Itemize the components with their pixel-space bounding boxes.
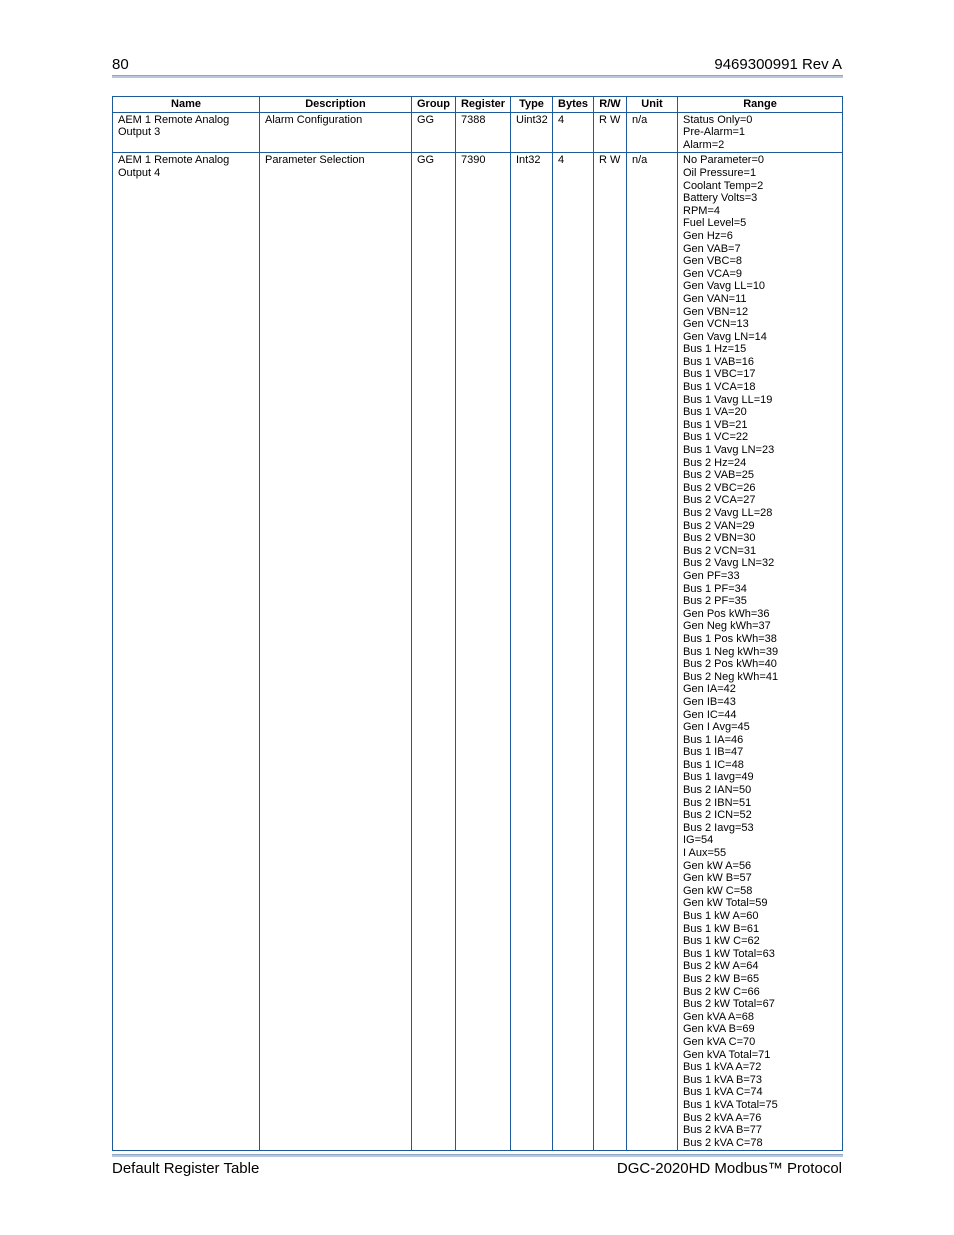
range-value: Bus 1 IB=47 <box>683 746 744 759</box>
cell-type: Int32 <box>511 153 553 1151</box>
page-footer <box>112 1160 842 1178</box>
cell-description: Alarm Configuration <box>260 112 412 153</box>
cell-rw: R W <box>594 153 627 1151</box>
range-value: Gen IA=42 <box>683 683 736 696</box>
column-header-type: Type <box>511 97 553 113</box>
range-value: Gen IB=43 <box>683 695 736 708</box>
range-value: Pre-Alarm=1 <box>683 126 746 139</box>
range-value: Gen Vavg LL=10 <box>683 280 766 293</box>
range-value: Bus 1 VCA=18 <box>683 381 756 394</box>
range-value: Bus 1 VA=20 <box>683 406 747 419</box>
range-value: Bus 2 Hz=24 <box>683 456 747 469</box>
range-value: Bus 2 VBN=30 <box>683 532 756 545</box>
range-value: Bus 2 kW B=65 <box>683 972 760 985</box>
range-value: Bus 2 VCN=31 <box>683 544 757 557</box>
table-row <box>113 153 843 1151</box>
cell-rw: R W <box>594 112 627 153</box>
page-header <box>112 56 842 74</box>
range-value: Bus 1 kW A=60 <box>683 910 759 922</box>
range-value: Gen kVA A=68 <box>683 1010 755 1023</box>
footer-product-title: DGC-2020HD Modbus™ Protocol <box>616 1160 842 1177</box>
range-value: Bus 1 VBC=17 <box>683 368 756 381</box>
cell-description: Parameter Selection <box>260 153 412 1151</box>
range-value: Bus 1 kVA Total=75 <box>683 1098 778 1111</box>
range-value: Gen PF=33 <box>683 569 740 582</box>
range-value: Bus 2 kW C=66 <box>683 985 760 998</box>
range-value: Gen VBC=8 <box>683 255 743 268</box>
range-value: Gen VCN=13 <box>683 318 749 331</box>
cell-group: GG <box>412 153 456 1151</box>
document-number: 9469300991 Rev A <box>714 56 842 73</box>
cell-type: Uint32 <box>511 112 553 153</box>
name-line: AEM 1 Remote Analog <box>118 154 230 167</box>
range-value: Coolant Temp=2 <box>683 179 764 192</box>
range-value: Bus 2 IBN=51 <box>683 796 752 809</box>
name-line: AEM 1 Remote Analog <box>118 113 230 126</box>
range-value: I Aux=55 <box>683 847 727 860</box>
cell-unit: n/a <box>627 112 678 153</box>
range-value: Oil Pressure=1 <box>683 166 757 179</box>
range-value: Bus 1 kVA B=73 <box>683 1073 762 1086</box>
cell-range <box>678 153 843 1151</box>
range-value: Gen IC=44 <box>683 708 737 721</box>
range-value: Gen I Avg=45 <box>683 721 750 734</box>
range-value: Gen VBN=12 <box>683 305 749 318</box>
range-value: Bus 2 ICN=52 <box>683 809 752 822</box>
range-value: Bus 2 VAB=25 <box>683 469 755 482</box>
register-table <box>112 96 843 1151</box>
range-value: Gen Hz=6 <box>683 229 733 242</box>
column-header-description: Description <box>260 97 412 113</box>
footer-section-title: Default Register Table <box>112 1160 260 1177</box>
range-value: Bus 1 IC=48 <box>683 758 744 771</box>
range-value: Bus 1 kW B=61 <box>683 922 760 935</box>
range-value: Bus 2 kVA C=78 <box>683 1136 763 1149</box>
cell-register: 7388 <box>456 112 511 153</box>
range-value: Bus 2 VCA=27 <box>683 494 756 507</box>
range-value: Gen Neg kWh=37 <box>683 620 771 633</box>
range-value: Bus 2 Vavg LN=32 <box>683 557 775 570</box>
table-header-row <box>113 97 843 113</box>
name-line: Output 3 <box>118 126 161 139</box>
range-value: Alarm=2 <box>683 138 725 151</box>
cell-bytes: 4 <box>553 112 594 153</box>
range-value: Bus 2 Neg kWh=41 <box>683 670 779 683</box>
range-value: Gen VAB=7 <box>683 242 741 255</box>
column-header-range: Range <box>678 97 843 113</box>
range-value: Bus 1 kVA C=74 <box>683 1086 763 1099</box>
range-value: Gen kVA C=70 <box>683 1035 756 1048</box>
range-value: Bus 2 Iavg=53 <box>683 821 754 834</box>
column-header-name: Name <box>113 97 260 113</box>
range-value: Gen Pos kWh=36 <box>683 607 770 620</box>
cell-register: 7390 <box>456 153 511 1151</box>
range-value: Gen kVA B=69 <box>683 1023 755 1036</box>
range-value: Bus 1 Vavg LN=23 <box>683 444 775 457</box>
range-value: Bus 1 Vavg LL=19 <box>683 393 773 406</box>
page-number: 80 <box>112 56 129 73</box>
range-value: Bus 1 Hz=15 <box>683 343 747 356</box>
range-value: Bus 2 kVA A=76 <box>683 1111 762 1124</box>
range-value: Bus 1 Neg kWh=39 <box>683 645 779 658</box>
range-value: Bus 2 VBC=26 <box>683 481 756 494</box>
name-line: Output 4 <box>118 166 161 179</box>
range-value: Bus 2 kW Total=67 <box>683 998 775 1011</box>
column-header-register: Register <box>456 97 511 113</box>
range-value: Bus 1 kW C=62 <box>683 935 760 948</box>
range-value: Bus 2 kVA B=77 <box>683 1124 762 1137</box>
range-value: Bus 1 VB=21 <box>683 418 748 431</box>
cell-name <box>113 112 260 153</box>
range-value: No Parameter=0 <box>683 154 765 167</box>
range-value: Gen kW Total=59 <box>683 897 768 910</box>
range-value: Bus 1 VC=22 <box>683 431 749 444</box>
cell-group: GG <box>412 112 456 153</box>
range-value: Gen kVA Total=71 <box>683 1048 771 1061</box>
range-value: Bus 2 IAN=50 <box>683 784 752 797</box>
range-value: Bus 1 kW Total=63 <box>683 947 775 960</box>
range-value: Bus 2 kW A=64 <box>683 960 759 973</box>
range-value: Bus 2 Vavg LL=28 <box>683 507 773 519</box>
range-value: RPM=4 <box>683 204 720 217</box>
column-header-group: Group <box>412 97 456 113</box>
cell-range <box>678 112 843 153</box>
footer-rule <box>112 1154 843 1157</box>
range-value: Gen kW A=56 <box>683 859 752 872</box>
range-value: Bus 2 PF=35 <box>683 595 747 608</box>
column-header-bytes: Bytes <box>553 97 594 113</box>
range-value: Bus 2 Pos kWh=40 <box>683 658 777 671</box>
cell-unit: n/a <box>627 153 678 1151</box>
range-value: Bus 1 PF=34 <box>683 582 747 595</box>
header-rule <box>112 75 843 78</box>
range-value: Bus 1 Iavg=49 <box>683 771 754 784</box>
range-value: Gen VAN=11 <box>683 292 747 305</box>
range-value: Gen kW B=57 <box>683 872 752 885</box>
range-value: IG=54 <box>683 834 714 847</box>
cell-name <box>113 153 260 1151</box>
column-header-unit: Unit <box>627 97 678 113</box>
range-value: Battery Volts=3 <box>683 192 758 205</box>
range-value: Bus 1 VAB=16 <box>683 355 755 368</box>
table-row <box>113 112 843 153</box>
column-header-rw: R/W <box>594 97 627 113</box>
range-value: Bus 1 Pos kWh=38 <box>683 632 777 645</box>
range-value: Fuel Level=5 <box>683 217 747 230</box>
range-value: Bus 1 kVA A=72 <box>683 1061 762 1074</box>
range-value: Bus 1 IA=46 <box>683 733 744 746</box>
cell-bytes: 4 <box>553 153 594 1151</box>
range-value: Gen Vavg LN=14 <box>683 330 767 343</box>
range-value: Status Only=0 <box>683 113 753 126</box>
range-value: Gen kW C=58 <box>683 884 753 897</box>
range-value: Gen VCA=9 <box>683 267 743 280</box>
range-value: Bus 2 VAN=29 <box>683 519 755 532</box>
